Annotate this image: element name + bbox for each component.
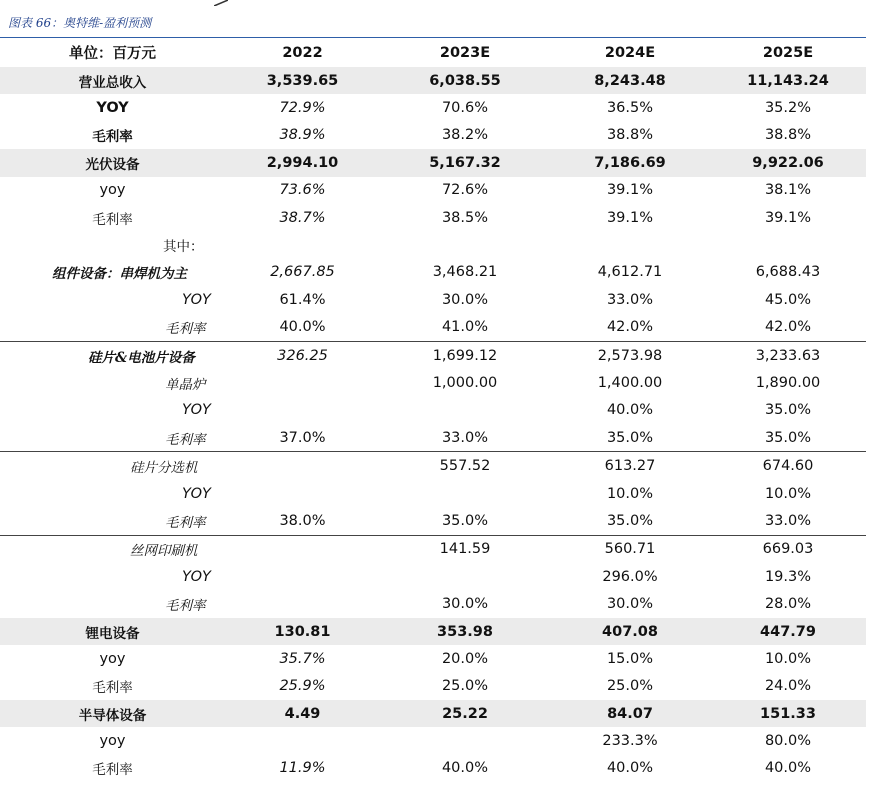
cell-value [380,727,550,754]
figure-caption: 图表 66：奥特维-盈利预测 [8,16,152,30]
cell-value: 296.0% [602,568,658,585]
cell-value: 2,573.98 [550,341,710,369]
cell-value: 3,539.65 [225,67,380,94]
cell-value: 38.7% [279,209,326,226]
cell-value: 25.9% [279,678,326,695]
cell-value: 42.0% [764,319,812,336]
row-label: 单晶炉 [165,376,206,393]
row-label: 锂电设备 [0,618,225,645]
table-row [0,618,866,645]
row-label: YOY [96,100,129,117]
table-row [0,673,866,700]
cell-value [380,397,550,424]
table-row [0,727,866,754]
cell-value: 38.1% [764,182,812,199]
cell-value: 613.27 [550,452,710,480]
cell-value: 11,143.24 [710,67,866,94]
cell-value: 1,400.00 [597,374,663,391]
table-row [0,755,866,782]
cell-value [225,727,380,754]
cell-value: 407.08 [550,618,710,645]
cell-value: 37.0% [279,429,326,446]
cell-value: 10.0% [764,485,812,502]
row-label: YOY [182,485,211,502]
cell-value: 326.25 [225,341,380,369]
cell-value: 28.0% [764,596,812,613]
row-label: 毛利率 [92,680,133,697]
cell-value [225,452,380,480]
row-label: 毛利率 [92,129,133,146]
table-row [0,397,866,424]
cell-value: 447.79 [710,618,866,645]
year-header: 2025E [762,44,814,61]
cell-value: 10.0% [764,650,812,667]
cell-value: 38.8% [606,127,654,144]
unit-label: 单位：百万元 [69,45,156,62]
cell-value: 70.6% [441,100,489,117]
cell-value: 42.0% [606,319,654,336]
cell-value: 7,186.69 [550,149,710,176]
cell-value [225,480,380,507]
row-label: 半导体设备 [0,700,225,727]
cell-value: 25.0% [441,678,489,695]
cell-value: 33.0% [606,291,654,308]
cell-value [550,231,710,258]
cell-value: 1,699.12 [380,341,550,369]
cell-value [380,563,550,590]
cell-value: 39.1% [606,182,654,199]
cell-value [710,231,866,258]
row-label: YOY [182,568,211,585]
cell-value: 30.0% [441,291,489,308]
row-label: 其中： [163,239,204,256]
table-row [0,204,866,231]
cell-value: 557.52 [380,452,550,480]
cell-value: 19.3% [764,568,812,585]
cell-value: 38.2% [441,127,489,144]
cell-value: 15.0% [606,650,654,667]
cell-value: 20.0% [441,650,489,667]
cell-value: 4,612.71 [597,264,663,281]
cell-value: 674.60 [710,452,866,480]
cell-value: 130.81 [225,618,380,645]
cell-value: 30.0% [441,596,489,613]
cell-value: 669.03 [710,535,866,563]
cell-value: 35.0% [606,512,654,529]
table-row [0,590,866,617]
row-label: 毛利率 [165,321,206,338]
cell-value [380,480,550,507]
row-label: 毛利率 [165,514,206,531]
table-row [0,67,866,94]
row-label: 光伏设备 [0,149,225,176]
cell-value: 45.0% [764,291,812,308]
table-row [0,149,866,176]
year-header: 2022 [282,44,323,61]
cell-value: 3,233.63 [710,341,866,369]
cell-value: 560.71 [550,535,710,563]
header-row [0,38,866,67]
cell-value: 33.0% [764,512,812,529]
table-row [0,94,866,121]
cell-value: 11.9% [279,760,326,777]
cell-value [225,563,380,590]
cell-value: 35.7% [279,650,326,667]
cell-value: 40.0% [279,319,326,336]
table-row [0,452,866,480]
row-label: YOY [182,291,211,308]
cell-value: 33.0% [441,429,489,446]
cell-value: 6,038.55 [380,67,550,94]
cell-value: 40.0% [441,760,489,777]
cell-value: 25.0% [606,678,654,695]
cell-value [380,231,550,258]
row-label: yoy [99,733,126,750]
cell-value: 141.59 [380,535,550,563]
row-label: 毛利率 [92,762,133,779]
cell-value: 35.0% [764,429,812,446]
cell-value: 40.0% [606,402,654,419]
cell-value: 2,667.85 [270,264,335,281]
table-row [0,369,866,396]
cell-value: 2,994.10 [225,149,380,176]
table-row [0,645,866,672]
forecast-table [0,38,866,782]
table-row [0,122,866,149]
cell-value: 24.0% [764,678,812,695]
cell-value: 41.0% [441,319,489,336]
row-label: 毛利率 [92,211,133,228]
cell-value: 39.1% [606,209,654,226]
row-label: 营业总收入 [0,67,225,94]
cell-value: 39.1% [764,209,812,226]
cell-value: 38.0% [279,512,326,529]
table-row [0,507,866,535]
cell-value: 6,688.43 [755,264,821,281]
cell-value: 3,468.21 [432,264,498,281]
cell-value: 8,243.48 [550,67,710,94]
row-label: yoy [99,182,126,199]
row-label: 组件设备：串焊机为主 [52,266,187,283]
cell-value: 30.0% [606,596,654,613]
row-label: 硅片&电池片设备 [0,341,225,369]
cell-value [225,535,380,563]
cell-value: 40.0% [606,760,654,777]
row-label: 毛利率 [165,431,206,448]
cell-value [225,369,380,396]
cell-value: 5,167.32 [380,149,550,176]
cell-value [225,231,380,258]
cell-value [225,590,380,617]
cell-value: 1,000.00 [432,374,498,391]
cell-value [225,397,380,424]
row-label: 毛利率 [165,598,206,615]
row-label: yoy [99,650,126,667]
table-row [0,314,866,342]
table-row [0,424,866,452]
cell-value: 73.6% [279,182,326,199]
cell-value: 151.33 [710,700,866,727]
cell-value: 233.3% [602,733,658,750]
table-row [0,177,866,204]
cell-value: 353.98 [380,618,550,645]
cell-value: 38.9% [279,127,326,144]
table-row [0,231,866,258]
row-label: 丝网印刷机 [0,535,225,563]
cell-value: 72.9% [279,100,326,117]
cell-value: 80.0% [764,733,812,750]
cell-value: 61.4% [279,291,326,308]
cell-value: 84.07 [550,700,710,727]
cell-value: 38.8% [764,127,812,144]
table-row [0,480,866,507]
cell-value: 35.0% [606,429,654,446]
table-row [0,535,866,563]
cell-value: 38.5% [441,209,489,226]
table-row [0,563,866,590]
decorative-mark-icon [214,0,228,6]
table-row [0,286,866,313]
cell-value: 72.6% [441,182,489,199]
cell-value: 4.49 [225,700,380,727]
cell-value: 25.22 [380,700,550,727]
table-row [0,341,866,369]
cell-value: 36.5% [606,100,654,117]
table-row [0,700,866,727]
cell-value: 9,922.06 [710,149,866,176]
year-header: 2023E [439,44,491,61]
cell-value: 1,890.00 [755,374,821,391]
row-label: YOY [182,402,211,419]
cell-value: 10.0% [606,485,654,502]
cell-value: 35.0% [764,402,812,419]
year-header: 2024E [604,44,656,61]
cell-value: 35.0% [441,512,489,529]
row-label: 硅片分选机 [0,452,225,480]
table-row [0,259,866,286]
cell-value: 35.2% [764,100,812,117]
cell-value: 40.0% [764,760,812,777]
